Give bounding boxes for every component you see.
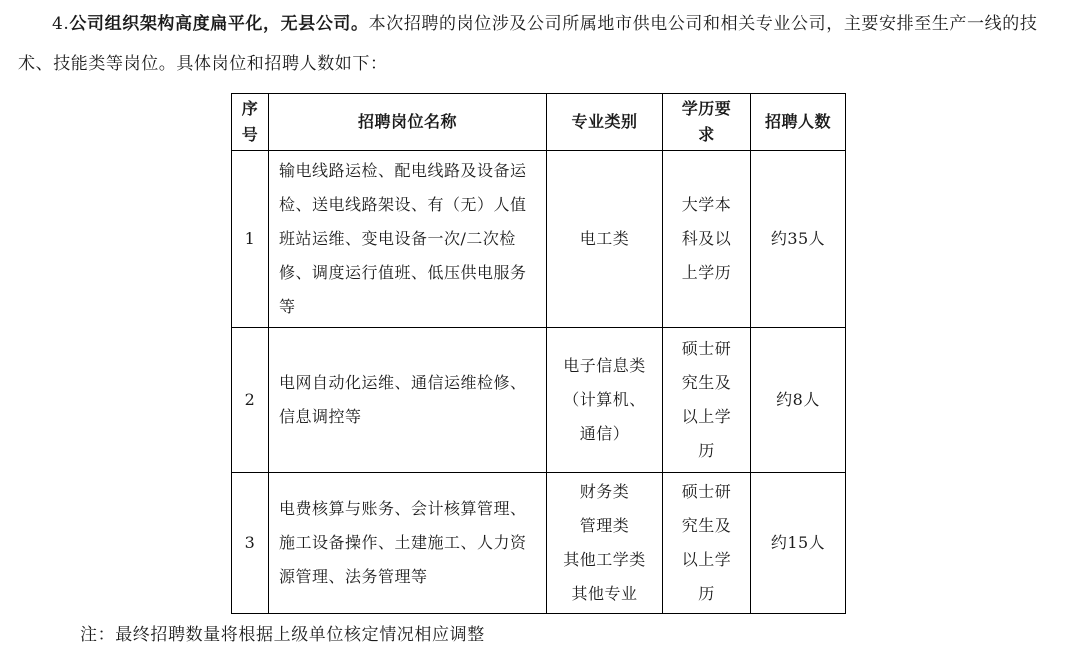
row-education: 硕士研究生及以上学历	[663, 328, 751, 473]
intro-body-text: 本次招聘的岗位涉及公司所属地市供电公司和相关专业公司，主要安排至生产一线的技术、技能类等岗位。具体岗位和招聘人数如下：	[18, 14, 1038, 74]
category-line: 管理类	[579, 516, 630, 535]
category-line: 财务类	[579, 482, 630, 501]
table-row	[232, 328, 846, 473]
table-header-row	[232, 94, 846, 151]
row-count: 约8人	[751, 328, 846, 473]
row-category	[547, 473, 663, 614]
row-position: 输电线路运检、配电线路及设备运检、送电线路架设、有（无）人值班站运维、变电设备一次/二次检修、调度运行值班、低压供电服务等	[269, 151, 547, 328]
footnote: 注：最终招聘数量将根据上级单位核定情况相应调整	[80, 625, 485, 645]
row-education: 硕士研究生及以上学历	[663, 473, 751, 614]
row-category: 电子信息类（计算机、通信）	[547, 328, 663, 473]
category-line: 其他专业	[571, 584, 638, 603]
row-no: 3	[232, 473, 269, 614]
row-count: 约15人	[751, 473, 846, 614]
table-row	[232, 473, 846, 614]
row-no: 1	[232, 151, 269, 328]
row-education: 大学本科及以上学历	[663, 151, 751, 328]
row-position: 电网自动化运维、通信运维检修、信息调控等	[269, 328, 547, 473]
header-count: 招聘人数	[751, 94, 846, 151]
category-line: 其他工学类	[563, 550, 646, 569]
header-no: 序号	[232, 94, 269, 151]
header-education: 学历要求	[663, 94, 751, 151]
header-position: 招聘岗位名称	[269, 94, 547, 151]
recruitment-table	[231, 93, 846, 614]
row-no: 2	[232, 328, 269, 473]
intro-bold-text: 公司组织架构高度扁平化，无县公司。	[69, 14, 369, 34]
intro-number: 4.	[52, 14, 70, 34]
row-category: 电工类	[547, 151, 663, 328]
intro-paragraph	[18, 4, 1068, 84]
header-category: 专业类别	[547, 94, 663, 151]
table-row	[232, 151, 846, 328]
row-position: 电费核算与账务、会计核算管理、施工设备操作、土建施工、人力资源管理、法务管理等	[269, 473, 547, 614]
row-count: 约35人	[751, 151, 846, 328]
